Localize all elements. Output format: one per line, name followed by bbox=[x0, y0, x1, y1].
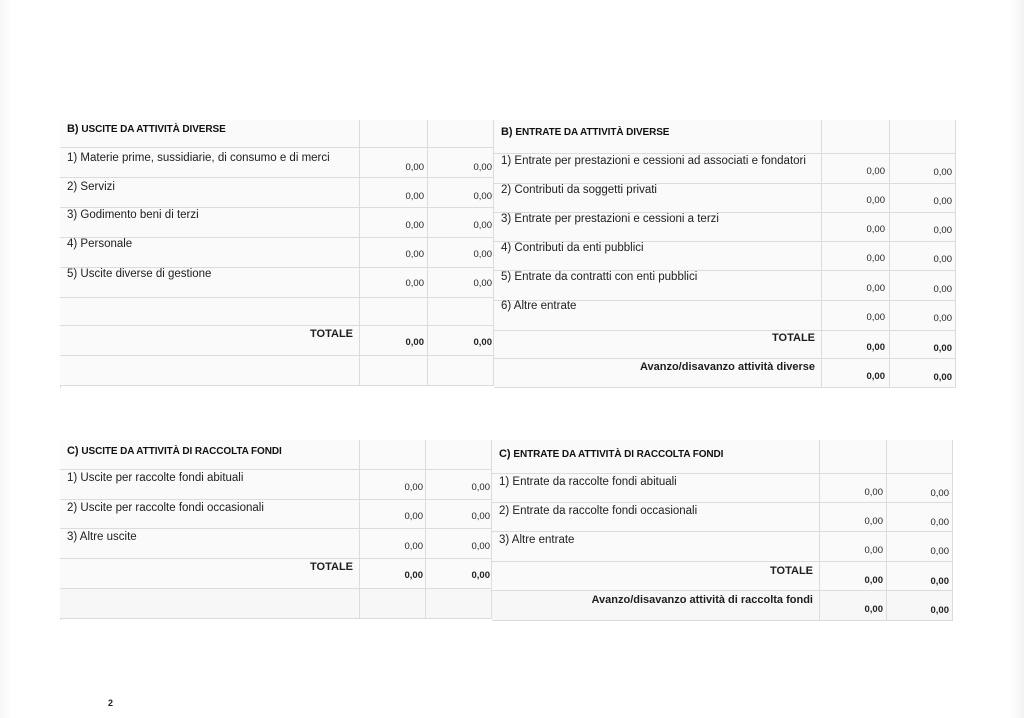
row-value: 0,00 bbox=[930, 488, 949, 499]
section-c-outgoings-title: C) USCITE DA ATTIVITÀ DI RACCOLTA FONDI bbox=[67, 445, 282, 457]
section-c-income-title: C) ENTRATE DA ATTIVITÀ DI RACCOLTA FONDI bbox=[499, 448, 724, 460]
balance-value: 0,00 bbox=[864, 604, 883, 615]
balance-value: 0,00 bbox=[930, 605, 949, 616]
row-value: 0,00 bbox=[471, 511, 490, 522]
row-label: 5) Uscite diverse di gestione bbox=[67, 268, 212, 280]
row-value: 0,00 bbox=[405, 162, 424, 173]
empty-cell bbox=[60, 589, 360, 619]
row-value: 0,00 bbox=[404, 482, 423, 493]
balance-label: Avanzo/disavanzo attività di raccolta fondi bbox=[591, 594, 813, 606]
total-value: 0,00 bbox=[933, 343, 952, 354]
row-value: 0,00 bbox=[933, 254, 952, 265]
header-cell bbox=[887, 440, 953, 474]
total-value: 0,00 bbox=[405, 337, 424, 348]
empty-cell bbox=[428, 298, 494, 326]
row-value: 0,00 bbox=[404, 511, 423, 522]
row-value: 0,00 bbox=[930, 517, 949, 528]
row-value: 0,00 bbox=[933, 225, 952, 236]
balance-value: 0,00 bbox=[933, 372, 952, 383]
total-value: 0,00 bbox=[864, 575, 883, 586]
empty-cell bbox=[360, 589, 426, 619]
empty-cell bbox=[60, 298, 360, 326]
row-value: 0,00 bbox=[933, 284, 952, 295]
row-value: 0,00 bbox=[405, 249, 424, 260]
row-value: 0,00 bbox=[864, 487, 883, 498]
row-value: 0,00 bbox=[405, 220, 424, 231]
row-value: 0,00 bbox=[473, 162, 492, 173]
empty-cell bbox=[360, 356, 428, 386]
row-value: 0,00 bbox=[866, 312, 885, 323]
row-value: 0,00 bbox=[473, 220, 492, 231]
header-cell bbox=[360, 120, 428, 148]
empty-cell bbox=[426, 589, 492, 619]
row-value: 0,00 bbox=[866, 224, 885, 235]
row-label: 3) Entrate per prestazioni e cessioni a terzi bbox=[501, 213, 719, 225]
row-value: 0,00 bbox=[405, 278, 424, 289]
header-cell bbox=[822, 120, 890, 154]
total-label: TOTALE bbox=[770, 565, 813, 577]
header-cell bbox=[426, 440, 492, 470]
total-label: TOTALE bbox=[772, 332, 815, 344]
row-label: 3) Altre uscite bbox=[67, 531, 137, 543]
row-value: 0,00 bbox=[933, 167, 952, 178]
total-value: 0,00 bbox=[930, 576, 949, 587]
total-value: 0,00 bbox=[866, 342, 885, 353]
row-label: 1) Entrate da raccolte fondi abituali bbox=[499, 476, 677, 488]
row-value: 0,00 bbox=[933, 196, 952, 207]
empty-cell bbox=[60, 356, 360, 386]
row-label: 3) Godimento beni di terzi bbox=[67, 209, 199, 221]
row-value: 0,00 bbox=[866, 253, 885, 264]
total-value: 0,00 bbox=[471, 570, 490, 581]
row-value: 0,00 bbox=[933, 313, 952, 324]
row-label: 4) Personale bbox=[67, 238, 133, 250]
row-value: 0,00 bbox=[864, 516, 883, 527]
row-label: 1) Uscite per raccolte fondi abituali bbox=[67, 472, 244, 484]
row-value: 0,00 bbox=[473, 249, 492, 260]
empty-cell bbox=[360, 298, 428, 326]
empty-cell bbox=[428, 356, 494, 386]
row-label: 2) Servizi bbox=[67, 181, 115, 193]
row-value: 0,00 bbox=[473, 191, 492, 202]
row-label: 2) Contributi da soggetti privati bbox=[501, 184, 657, 196]
balance-value: 0,00 bbox=[866, 371, 885, 382]
header-cell bbox=[820, 440, 887, 474]
header-cell bbox=[428, 120, 494, 148]
balance-label: Avanzo/disavanzo attività diverse bbox=[639, 361, 815, 373]
section-b-income-title: B) ENTRATE DA ATTIVITÀ DIVERSE bbox=[501, 126, 670, 138]
row-label: 6) Altre entrate bbox=[501, 300, 577, 312]
total-label: TOTALE bbox=[310, 561, 353, 573]
header-cell bbox=[360, 440, 426, 470]
total-value: 0,00 bbox=[473, 337, 492, 348]
row-value: 0,00 bbox=[405, 191, 424, 202]
total-label: TOTALE bbox=[310, 328, 353, 340]
row-value: 0,00 bbox=[866, 195, 885, 206]
row-value: 0,00 bbox=[866, 283, 885, 294]
row-value: 0,00 bbox=[930, 546, 949, 557]
row-value: 0,00 bbox=[864, 545, 883, 556]
row-label: 1) Materie prime, sussidiarie, di consumo e di merci bbox=[67, 152, 330, 164]
row-value: 0,00 bbox=[471, 541, 490, 552]
row-value: 0,00 bbox=[473, 278, 492, 289]
section-b-outgoings-title: B) USCITE DA ATTIVITÀ DIVERSE bbox=[67, 123, 226, 135]
total-value: 0,00 bbox=[404, 570, 423, 581]
row-label: 1) Entrate per prestazioni e cessioni ad associati e fondatori bbox=[501, 155, 806, 167]
row-label: 2) Entrate da raccolte fondi occasionali bbox=[499, 505, 698, 517]
page-number: 2 bbox=[108, 698, 114, 708]
header-cell bbox=[890, 120, 956, 154]
row-label: 2) Uscite per raccolte fondi occasionali bbox=[67, 502, 264, 514]
row-label: 4) Contributi da enti pubblici bbox=[501, 242, 644, 254]
row-label: 3) Altre entrate bbox=[499, 534, 575, 546]
row-value: 0,00 bbox=[404, 541, 423, 552]
row-label: 5) Entrate da contratti con enti pubblici bbox=[501, 271, 698, 283]
row-value: 0,00 bbox=[866, 166, 885, 177]
row-value: 0,00 bbox=[471, 482, 490, 493]
